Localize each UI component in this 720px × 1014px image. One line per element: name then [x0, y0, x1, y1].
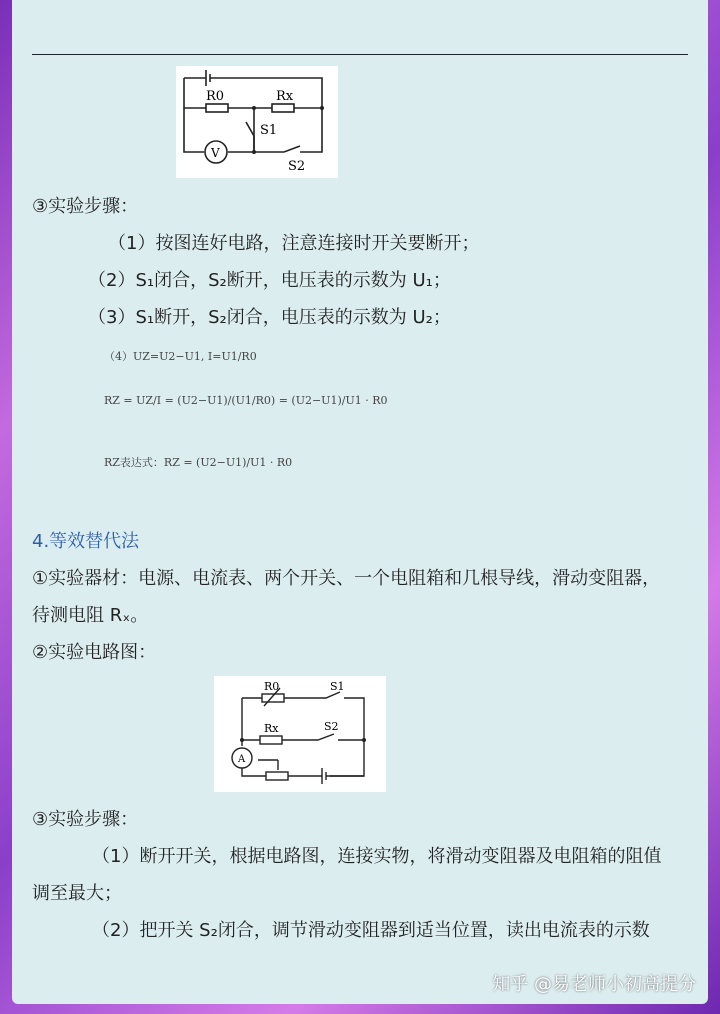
label-v: V	[211, 146, 220, 160]
formula-line-2: RZ = UZ/I = (U2−U1)/(U1/R0) = (U2−U1)/U1 · R0	[104, 394, 388, 407]
label-s2-2: S2	[324, 720, 339, 733]
label-rx: Rx	[276, 89, 294, 104]
step-3-3: （3）S₁断开，S₂闭合，电压表的示数为 U₂；	[88, 307, 451, 328]
circuit-diagram-ammeter	[214, 676, 386, 792]
formula-line-1: （4）UZ=U2−U1, I=U1/R0	[104, 350, 257, 363]
step-4-1-line-2: 调至最大；	[32, 883, 122, 904]
label-r0: R0	[206, 89, 225, 104]
document-card	[12, 0, 708, 1004]
watermark: 知乎 @易老师小初高提分	[492, 974, 696, 995]
step-4-2: （2）把开关 S₂闭合，调节滑动变阻器到适当位置，读出电流表的示数	[92, 920, 650, 941]
label-r0-2: R0	[264, 680, 280, 693]
label-s1: S1	[260, 123, 278, 138]
formula-line-3: RZ表达式：RZ = (U2−U1)/U1 · R0	[104, 456, 293, 469]
steps-heading-4: ③实验步骤：	[32, 809, 139, 830]
label-s1-2: S1	[330, 680, 345, 693]
divider-rule	[32, 54, 688, 55]
steps-heading-3: ③实验步骤：	[32, 196, 139, 217]
section-4-title: 4.等效替代法	[32, 531, 140, 552]
materials-line-2: 待测电阻 Rₓ。	[32, 605, 149, 626]
materials-line-1: ①实验器材：电源、电流表、两个开关、一个电阻箱和几根导线，滑动变阻器，	[32, 568, 661, 589]
label-a: A	[238, 754, 246, 765]
step-4-1-line-1: （1）断开开关，根据电路图，连接实物，将滑动变阻器及电阻箱的阻值	[92, 846, 662, 867]
step-3-1: （1）按图连好电路，注意连接时开关要断开；	[108, 233, 480, 254]
label-s2: S2	[288, 159, 306, 174]
label-rx-2: Rx	[264, 722, 279, 735]
circuit-diagram-voltmeter	[176, 66, 338, 178]
circuit-heading: ②实验电路图：	[32, 642, 157, 663]
step-3-2: （2）S₁闭合，S₂断开，电压表的示数为 U₁；	[88, 270, 451, 291]
